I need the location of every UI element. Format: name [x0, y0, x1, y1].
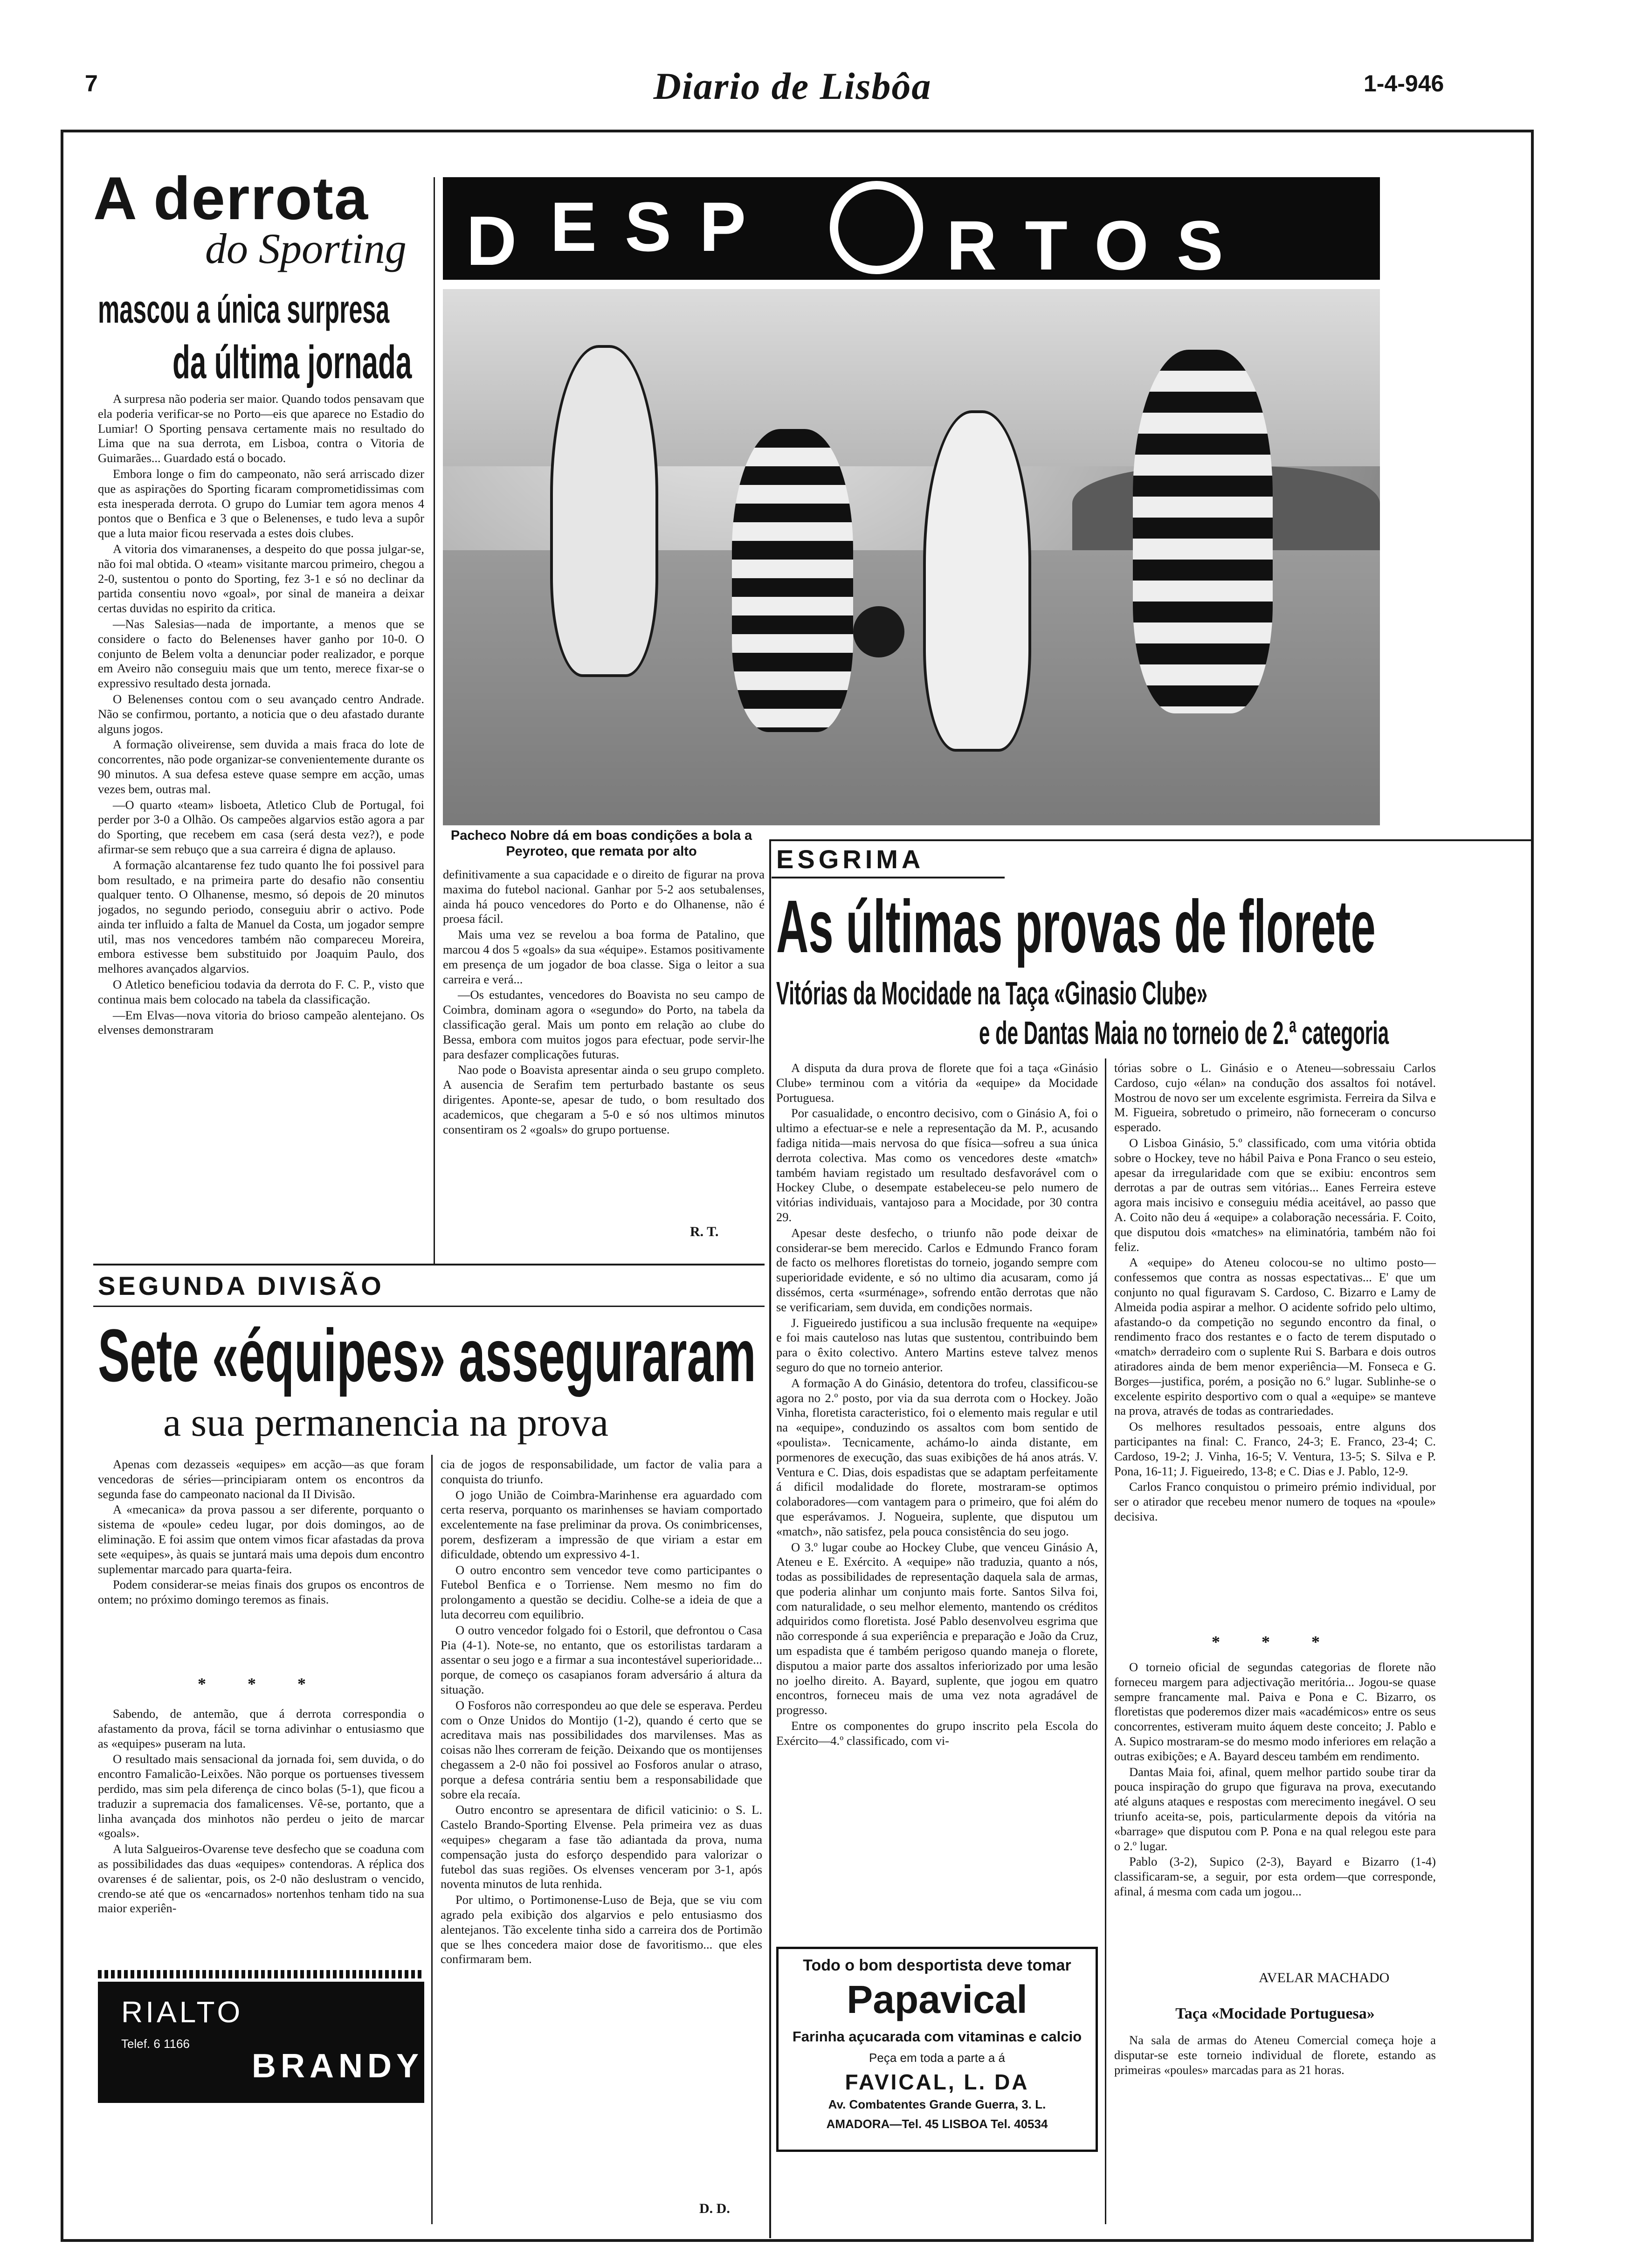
taca-title: Taça «Mocidade Portuguesa»	[1175, 2005, 1375, 2022]
banner-text-esp: ESP	[550, 187, 774, 266]
esgrima-col2: tórias sobre o L. Ginásio e o Ateneu—sobressaiu Carlos Cardoso, cujo «élan» na condução dos assaltos foi notável. Mostrou de novo ser um excelente esgrimista. Ferreira da Silva e M. Figueira, sobretudo o primeiro, não forneceram o concurso esperado. O Lisboa Ginásio, 5.º classificado, com uma vitória obtida sobre o Hockey, teve no hábil Paiva e Pona Franco o seu esteio, apesar da irregularidade com que se exibiu: encontros sem derrotas a par de outras sem vitórias... Eanes Ferreira esteve agora mais incisivo e conseguiu média aceitável, ao passo que A. Coito não deu á «equipe» a colaboração necessária. F. Coito, que disputou dois «matches» na eliminatória, também não foi feliz. A «equipe» do Ateneu colocou-se no ultimo posto—confessemos que contra as nossas espectativas... E' que um conjunto no qual figuravam S. Cardoso, C. Bizarro e Lamy de Almeida podia aspirar a melhor. O acidente sofrido pelo ultimo, afastando-o da competição no segundo encontro da final, o rendimento fraco dos restantes e o facto de terem disputado o «match» derradeiro com o suplente Rui S. Barbara e dois outros atiradores ainda de bem menor experiência—M. Fonseca e G. Borges—justifica, porém, a posição no 6.º lugar. Sublinhe-se o excelente espirito desportivo com o qual a «equipe» se manteve na prova, através de todas as contrariedades. Os melhores resultados pessoais, entre alguns dos participantes na final: C. Franco, 24-3; E. Franco, 23-4; C. Cardoso, 19-2; J. Vinha, 16-5; V. Ventura, 13-5; S. Silva e P. Pona, 16-11; J. Figueiredo, 13-8; e C. Dias e J. Pablo, 12-9. Carlos Franco conquistou o primeiro prémio individual, por ser o atirador que recebeu menor numero de toques na «poule» decisiva.	[1114, 1061, 1436, 1523]
papavical-line1: Todo o bom desportista deve tomar	[803, 1957, 1071, 1974]
papavical-brand: Papavical	[847, 1978, 1027, 2021]
papavical-line2: Farinha açucarada com vitaminas e calcio	[792, 2028, 1082, 2045]
top-frame-rule	[61, 130, 1534, 132]
esgrima-signature: AVELAR MACHADO	[1259, 1970, 1390, 1985]
esgrima-subhead-2: e de Dantas Maia no torneio de 2.ª categoria	[979, 1015, 1389, 1051]
segunda-subheadline: a sua permanencia na prova	[163, 1400, 609, 1445]
esgrima-stars: * * *	[1212, 1632, 1338, 1651]
segunda-col2: cia de jogos de responsabilidade, um factor de valia para a conquista do triunfo. O jogo União de Coimbra-Marinhense era aguardado com certa reserva, porquanto os marinhenses se haviam comportado excelentemente na fase preliminar da prova. Os conimbricenses, porem, desfizeram a impressão de que viriam a estar em dificuldade, obtendo um expressivo 4-1. O outro encontro sem vencedor teve como participantes o Futebol Benfica e o Torriense. Nem mesmo no fim do prolongamento a questão se decidiu. Colhe-se a ideia de que a luta decorreu com equilibrio. O outro vencedor folgado foi o Estoril, que defrontou o Casa Pia (4-1). Note-se, no entanto, que os estorilistas tardaram a assentar o seu jogo e a firmar a sua incontestável superioridade... porque, de começo os casapianos foram adversário á altura da situação. O Fosforos não correspondeu ao que dele se esperava. Perdeu com o Onze Unidos do Montijo (1-2), quando é certo que se acreditava mais nas possibilidades dos marvilenses. Mas as coisas não lhes correram de feição. Deixando que os montijenses chegassem a 2-0 não foi possivel ao Fosforos anular o atraso, porque a defesa contrária sentiu bem a responsabilidade que sobre ela recaía. Outro encontro se apresentara de dificil vaticinio: o S. L. Castelo Brando-Sporting Elvense. Pela primeira vez as duas «equipes» chegaram a fase tão adiantada da prova, numa compensação justa do esforço despendido para valorizar o futebol das suas regiões. Os elvenses venceram por 3-1, após noventa minutos de luta renhida. Por ultimo, o Portimonense-Luso de Beja, que se viu com agrado pela exibição dos algarvios e pelo entusiasmo dos alentejanos. Tão excelente tinha sido a carreira dos de Portimão que se lhes concedera maior dose de favoritismo... que eles confirmaram bem.	[441, 1457, 762, 1966]
esgrima-col1: A disputa da dura prova de florete que foi a taça «Ginásio Clube» terminou com a vitória da «equipe» da Mocidade Portuguesa. Por casualidade, o encontro decisivo, com o Ginásio A, foi o ultimo a efectuar-se e nele a representação da M. P., acusando fadiga nitida—mais nervosa do que física—sofreu a sua única derrota colectiva. Mas como os vencedores deste «match» também haviam registado um resultado desfavorável com o Hockey Clube, o desempate estabeleceu-se pelo numero de vitórias individuais, vantajoso para a Mocidade, por 30 contra 29. Apesar deste desfecho, o triunfo não pode deixar de considerar-se bem merecido. Carlos e Edmundo Franco foram de facto os melhores floretistas do torneio, jogando sempre com superioridade evidente, e só no ultimo dia acusaram, como já dissémos, certa «surménage», sofrendo então derrotas que não se verificariam, sem duvida, em condições normais. J. Figueiredo justificou a sua inclusão frequente na «equipe» e foi mais cauteloso nas lutas que sustentou, contribuindo bem para o êxito colectivo. Antero Martins esteve talvez menos seguro do que no torneio anterior. A formação A do Ginásio, detentora do trofeu, classificou-se agora no 2.º posto, por via da sua derrota com o Hockey. João Vinha, floretista caracteristico, foi o elemento mais regular e util na «equipe», conduzindo os assaltos com bom sentido de «poulista». Tecnicamente, achámo-lo ainda distante, em pormenores de execução, das suas exibições de há anos atrás. V. Ventura e C. Dias, dois espadistas que se adaptam perfeitamente á dificil modalidade do florete, mostraram-se optimos colaboradores—com vantagem para o primeiro, que foi além do que esperávamos. J. Nogueira, suplente, que disputou um «match», não satisfez, pela pouca consistência do seu jogo. O 3.º lugar coube ao Hockey Clube, que venceu Ginásio A, Ateneu e E. Exército. A «equipe» não traduzia, quanto a nós, todas as possibilidades de representação daquela sala de armas, que poderia alinhar um conjunto mais forte. Santos Silva foi, com naturalidade, o seu melhor elemento, mantendo os créditos adquiridos como floretista. José Pablo desenvolveu esgrima que não corresponde á sua experiência e preparação e João da Cruz, um espadista que é também perigoso quando maneja o florete, disputou a maior parte dos assaltos inferiorizado por uma lesão no joelho direito. A. Bayard, suplente, que jogou em quatro encontros, forneceu mais de uma vez nota agradável de progresso. Entre os componentes do grupo inscrito pela Escola do Exército—4.º classificado, com vi-	[776, 1061, 1098, 1748]
taca-text: Na sala de armas do Ateneu Comercial começa hoje a disputar-se este torneio individual de florete, estando as primeiras «poules» marcadas para as 21 horas.	[1114, 2033, 1436, 2077]
sporting-subtitle-2: da última jornada	[172, 336, 412, 388]
player-figure-3	[923, 410, 1031, 752]
sporting-title-line2: do Sporting	[205, 225, 407, 272]
esgrima-headline: As últimas provas de florete	[776, 885, 1376, 968]
segunda-col1: Apenas com dezasseis «equipes» em acção—as que foram vencedoras de séries—principiaram ontem os encontros da segunda fase do campeonato nacional da II Divisão. A «mecanica» da prova passou a ser diferente, porquanto o sistema de «poule» cedeu lugar, por dois domingos, ao de eliminação. E foi assim que ontem vimos ficar afastadas da prova sete «equipes», às quais se juntará mais uma depois dum encontro suplementar marcado para quarta-feira. Podem considerar-se meias finais dos grupos os encontros de ontem; no próximo domingo teremos as finais.	[98, 1457, 424, 1607]
papavical-ad	[776, 1947, 1098, 2152]
papavical-city: AMADORA—Tel. 45 LISBOA Tel. 40534	[826, 2117, 1048, 2131]
football-ball	[853, 606, 904, 657]
segunda-signature: D. D.	[699, 2201, 730, 2216]
banner-text-d: D	[466, 201, 536, 280]
photo-caption: Pacheco Nobre dá em boas condições a bola a Peyroteo, que remata por alto	[450, 828, 752, 859]
papavical-address: Av. Combatentes Grande Guerra, 3. L.	[828, 2097, 1046, 2111]
esgrima-subhead-1: Vitórias da Mocidade na Taça «Ginasio Clube»	[776, 975, 1208, 1011]
rialto-name: RIALTO	[121, 1995, 243, 2029]
segunda-headline: Sete «équipes» asseguraram	[98, 1314, 756, 1397]
issue-date: 1-4-946	[1364, 70, 1444, 97]
column-rule-2	[769, 839, 771, 2238]
segunda-label-rule	[93, 1306, 765, 1307]
rialto-ad	[98, 1982, 424, 2103]
rialto-brandy: BRANDY	[252, 2047, 424, 2085]
sporting-body-col2: definitivamente a sua capacidade e o direito de figurar na prova maxima do futebol nacional. Ganhar por 5-2 aos setubalenses, ainda há pouco vencedores do Porto e do Olhanense, não é proesa fácil. Mais uma vez se revelou a boa forma de Patalino, que marcou 4 dos 5 «goals» da sua «équipe». Estamos positivamente em presença de um jogador de boa classe. Siga o leitor a sua carreira e verá... —Os estudantes, vencedores do Boavista no seu campo de Coimbra, dominam agora o «segundo» do Porto, na tabela da classificação geral. Mais um ponto em relação ao clube do Bessa, embora com muitos jogos para efectuar, pode servir-lhe para desfazer complicações futuras. Nao pode o Boavista apresentar ainda o seu grupo completo. A ausencia de Serafim tem perturbado bastante os seus dirigentes. Aponte-se, apesar de tudo, o bom resultado dos academicos, que chegaram a 5-0 e só nos ultimos minutos consentiram os 2 «goals» do grupo portuense.	[443, 867, 765, 1136]
player-figure-4	[1133, 350, 1273, 713]
player-figure-1	[550, 345, 658, 677]
banner-ball	[830, 181, 923, 274]
column-rule-seg	[431, 1455, 433, 2224]
segunda-stars: * * *	[198, 1674, 324, 1693]
esgrima-col2b: O torneio oficial de segundas categorias de florete não forneceu margem para adjectivação meritória... Jogou-se quase sempre francamente mal. Paiva e Pona e C. Bizarro, os floretistas que poderemos dizer mais «académicos» entre os seus concorrentes, estiveram muito áquem deste conceito; J. Pablo e A. Supico mostraram-se do mesmo modo inferiores em relação a outras exibições; e A. Bayard desceu também em rendimento. Dantas Maia foi, afinal, quem melhor partido soube tirar da pouca inspiração do grupo que figurava na prova, executando até alguns ataques e respostas com merecimento inegável. O seu triunfo aceita-se, pois, particularmente depois da vitória na «barrage» que disputou com P. Pona e na qual relegou este para o 2.º lugar. Pablo (3-2), Supico (2-3), Bayard e Bizarro (1-4) classificaram-se, a seguir, por esta ordem—que corresponde, afinal, á mesma com cada um jogou...	[1114, 1660, 1436, 1898]
papavical-line3: Peça em toda a parte a á	[869, 2051, 1005, 2065]
esgrima-label-rule	[772, 877, 1005, 878]
column-rule-3	[1105, 1058, 1106, 2224]
papavical-company: FAVICAL, L. DA	[845, 2070, 1029, 2094]
banner-text-rtos: RTOS	[946, 206, 1251, 284]
sporting-body-col1: A surpresa não poderia ser maior. Quando todos pensavam que ela poderia verificar-se no Porto—eis que aparece no Estadio do Lumiar! O Sporting pensava certamente mais no resultado do Lima que na sua derrota, em Lisboa, contra o Vitoria de Guimarães... Guardado está o bocado. Embora longe o fim do campeonato, não será arriscado dizer que as aspirações do Sporting ficaram comprometidissimas com esta inesperada derrota. O grupo do Lumiar tem agora menos 4 pontos que o Benfica e 3 que o Belenenses, e tudo leva a supôr que a luta maior ficou reservada a estes dois clubes. A vitoria dos vimaranenses, a despeito do que possa julgar-se, não foi mal obtida. O «team» visitante marcou primeiro, chegou a 2-0, sustentou o ponto do Sporting, fez 3-1 e só no declinar da partida consentiu novo «goal», por sinal de maneira a deixar certas duvidas no espirito da critica. —Nas Salesias—nada de importante, a menos que se considere o facto do Belenenses haver ganho por 10-0. O conjunto de Belem volta a denunciar poder realizador, e porque em Aveiro não conseguiu mais que um tento, merece fixar-se o expressivo resultado desta jornada. O Belenenses contou com o seu avançado centro Andrade. Não se confirmou, portanto, a noticia que o deu afastado durante alguns jogos. A formação oliveirense, sem duvida a mais fraca do lote de concorrentes, não pode organizar-se convenientemente durante os 90 minutos. A sua defesa esteve quase sempre em acção, umas vezes bem, outras mal. —O quarto «team» lisboeta, Atletico Club de Portugal, foi perder por 3-0 a Olhão. Os campeões algarvios estão agora a par do Sporting, que recebem em casa (será desta vez?), e pode afirmar-se sem rebuço que a sua carreira é digna de aplauso. A formação alcantarense fez tudo quanto lhe foi possivel para bom resultado, e na primeira parte do desafio não consentiu qualquer tento. O Olhanense, mesmo, só depois de 20 minutos jogados, no segundo periodo, conseguiu abrir o activo. Pode ainda ter influido a falta de Manuel da Costa, um jogador sempre util, mas nos vencedores também não compareceu Moreira, embora estivesse bem substituido por Joaquim Paulo, dos melhores avançados algarvios. O Atletico beneficiou todavia da derrota do F. C. P., visto que continua mais bem colocado na tabela da classificação. —Em Elvas—nova vitoria do brioso campeão alentejano. Os elvenses demonstraram	[98, 392, 424, 1037]
left-frame-rule	[61, 130, 63, 2242]
football-photo	[443, 289, 1380, 825]
segunda-col1b: Sabendo, de antemão, que á derrota correspondia o afastamento da prova, fácil se torna adivinhar o entusiasmo que as «equipes» puseram na luta. O resultado mais sensacional da jornada foi, sem duvida, o do encontro Famalicão-Leixões. Não porque os portuenses tivessem perdido, mas sim pela diferença de cinco bolas (5-1), que ficou a traduzir a supremacia dos famalicenses. Vê-se, portanto, que a linha avançada dos minhotos não perdeu o jeito de marcar «goals». A luta Salgueiros-Ovarense teve desfecho que se coaduna com as possibilidades das duas «equipes» contendoras. A réplica dos ovarenses é de salientar, pois, os 2-0 não deslustram o vencido, crendo-se até que os «encarnados» nortenhos tenham tido na sua maior experiên-	[98, 1707, 424, 1915]
esgrima-top-rule	[769, 839, 1531, 841]
sporting-subtitle-1: mascou a única surpresa	[98, 287, 390, 331]
rialto-phone: Telef. 6 1166	[121, 2037, 190, 2051]
masthead: Diario de Lisbôa	[653, 65, 932, 107]
esgrima-section-label: ESGRIMA	[776, 844, 924, 874]
rialto-ad-border-top	[98, 1970, 424, 1978]
sporting-title: A derrota	[93, 164, 369, 232]
player-figure-2	[732, 429, 853, 732]
page-number: 7	[85, 70, 98, 97]
right-frame-rule	[1531, 130, 1534, 2242]
column-rule-1	[434, 177, 435, 1264]
segunda-top-rule	[93, 1264, 765, 1265]
bottom-frame-rule	[61, 2239, 1534, 2242]
segunda-section-label: SEGUNDA DIVISÃO	[98, 1271, 384, 1300]
sporting-signature: R. T.	[690, 1224, 719, 1239]
